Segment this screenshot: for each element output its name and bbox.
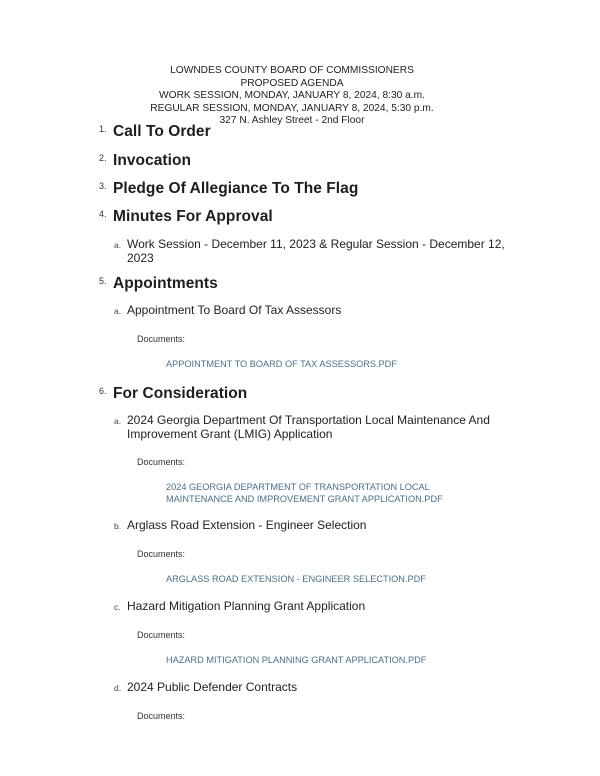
section-for-consideration (99, 385, 247, 403)
agenda-item-lmig-application (114, 414, 490, 441)
section-pledge-of-allegiance (99, 180, 358, 198)
header-board-name: LOWNDES COUNTY BOARD OF COMMISSIONERS (170, 65, 414, 76)
documents-label: Documents: (137, 334, 186, 344)
agenda-item-tax-assessors (114, 304, 341, 318)
header-regular-session: REGULAR SESSION, MONDAY, JANUARY 8, 2024, 5:30 p.m. (150, 102, 434, 114)
section-title: Minutes For Approval (113, 208, 273, 225)
agenda-item-minutes (114, 238, 505, 265)
item-text: 2024 Public Defender Contracts (127, 680, 298, 694)
item-letter: d. (114, 683, 122, 693)
agenda-item-hazard-mitigation (114, 600, 365, 614)
section-title: Invocation (113, 152, 192, 169)
documents-label: Documents: (137, 549, 186, 559)
item-text: Arglass Road Extension - Engineer Selection (127, 518, 367, 532)
section-appointments (99, 275, 218, 293)
agenda-item-arglass-road (114, 519, 366, 533)
documents-label: Documents: (137, 630, 186, 640)
document-link-tax-assessors-pdf[interactable]: APPOINTMENT TO BOARD OF TAX ASSESSORS.PDF (166, 359, 397, 369)
section-minutes-for-approval (99, 208, 273, 226)
agenda-item-public-defender (114, 681, 297, 695)
section-number: 5. (99, 276, 107, 286)
document-link-arglass-road-pdf[interactable]: ARGLASS ROAD EXTENSION - ENGINEER SELECTION.PDF (166, 574, 426, 584)
section-number: 6. (99, 386, 107, 396)
item-letter: b. (114, 521, 122, 531)
section-title: Pledge Of Allegiance To The Flag (113, 180, 359, 197)
document-link-hazard-mitigation-pdf[interactable]: HAZARD MITIGATION PLANNING GRANT APPLICATION.PDF (166, 655, 427, 665)
item-letter: a. (114, 306, 122, 316)
header-location: 327 N. Ashley Street - 2nd Floor (219, 115, 365, 127)
item-text: Work Session - December 11, 2023 & Regular Session - December 12, 2023 (127, 237, 505, 265)
item-letter: c. (114, 602, 121, 612)
item-letter: a. (114, 240, 122, 250)
section-call-to-order (99, 123, 211, 141)
item-letter: a. (114, 416, 122, 426)
agenda-header (0, 65, 584, 128)
item-text: Appointment To Board Of Tax Assessors (127, 303, 342, 317)
header-document-type: PROPOSED AGENDA (240, 77, 344, 89)
section-number: 2. (99, 153, 107, 163)
section-number: 1. (99, 124, 107, 134)
section-title: Appointments (113, 275, 218, 292)
section-number: 4. (99, 209, 107, 219)
section-title: Call To Order (113, 123, 211, 140)
item-text: 2024 Georgia Department Of Transportation Local Maintenance And Improvement Grant (LMIG) Application (127, 413, 490, 441)
document-link-lmig-pdf[interactable]: 2024 GEORGIA DEPARTMENT OF TRANSPORTATION LOCAL MAINTENANCE AND IMPROVEMENT GRANT APPLICATION.PDF (166, 482, 443, 504)
documents-label: Documents: (137, 711, 186, 721)
documents-label: Documents: (137, 457, 186, 467)
item-text: Hazard Mitigation Planning Grant Application (127, 599, 366, 613)
section-invocation (99, 152, 191, 170)
header-work-session: WORK SESSION, MONDAY, JANUARY 8, 2024, 8:30 a.m. (159, 90, 425, 102)
section-title: For Consideration (113, 385, 248, 402)
section-number: 3. (99, 181, 107, 191)
